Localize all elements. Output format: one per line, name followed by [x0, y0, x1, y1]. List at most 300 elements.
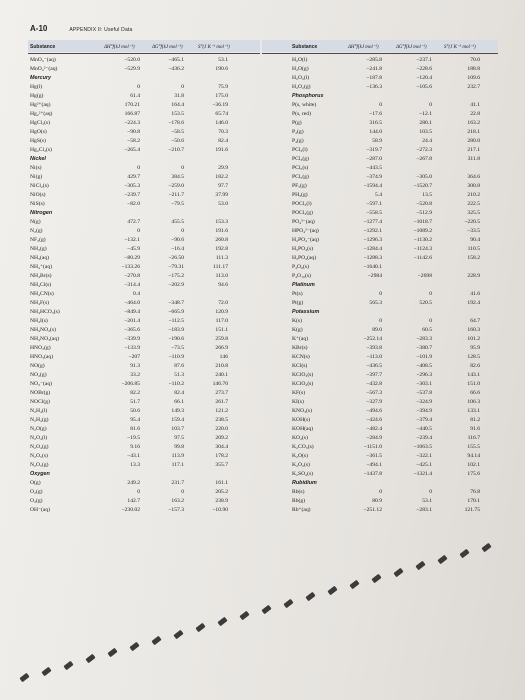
- free-energy-cell: 455.5: [171, 219, 184, 225]
- binding-hole: [239, 611, 249, 620]
- table-row: [30, 407, 262, 416]
- entropy-cell: 178.2: [215, 453, 228, 459]
- enthalpy-cell: 316.5: [369, 120, 382, 126]
- table-row: [30, 173, 262, 182]
- table-row: [292, 389, 502, 398]
- entropy-cell: 325.5: [467, 210, 480, 216]
- entropy-cell: 260.8: [215, 237, 228, 243]
- substance-cell: K₂O(s): [292, 453, 308, 459]
- entropy-cell: 238.5: [215, 417, 228, 423]
- table-row: [292, 470, 502, 479]
- table-row: [292, 443, 502, 452]
- substance-cell: N₂O₅(s): [30, 453, 48, 459]
- free-energy-cell: −105.6: [416, 84, 432, 90]
- substance-cell: NO₃⁻(aq): [30, 381, 52, 387]
- page-number: A-10: [30, 24, 48, 33]
- enthalpy-cell: 0: [137, 84, 140, 90]
- entropy-cell: 41.1: [470, 102, 480, 108]
- enthalpy-cell: 5.4: [375, 192, 382, 198]
- page-header: [30, 24, 133, 33]
- entropy-cell: 81.2: [470, 417, 480, 423]
- free-energy-cell: 0: [429, 489, 432, 495]
- enthalpy-cell: 13.3: [130, 462, 140, 468]
- table-row: [292, 371, 502, 380]
- left-col-substance: Substance: [30, 44, 56, 50]
- table-row: [292, 65, 502, 74]
- table-row: [30, 146, 262, 155]
- substance-cell: NH₄NO₃(aq): [30, 336, 60, 342]
- enthalpy-cell: −397.7: [366, 372, 382, 378]
- table-row: [292, 344, 502, 353]
- enthalpy-cell: −314.4: [124, 282, 140, 288]
- free-energy-cell: −1063.5: [413, 444, 432, 450]
- entropy-cell: −10.90: [212, 507, 228, 513]
- enthalpy-cell: 144.0: [369, 129, 382, 135]
- substance-cell: NH₄HCO₃(s): [30, 309, 60, 315]
- free-energy-cell: −228.6: [416, 66, 432, 72]
- table-row: [292, 236, 502, 245]
- free-energy-cell: 97.5: [174, 435, 184, 441]
- free-energy-cell: 117.1: [171, 462, 184, 468]
- free-energy-cell: 0: [181, 84, 184, 90]
- enthalpy-cell: 51.7: [130, 399, 140, 405]
- free-energy-cell: −283.3: [416, 336, 432, 342]
- enthalpy-cell: 166.87: [124, 111, 140, 117]
- free-energy-cell: 53.1: [422, 498, 432, 504]
- substance-cell: Ni(g): [30, 174, 43, 180]
- entropy-cell: 90.4: [470, 237, 480, 243]
- entropy-cell: 95.9: [470, 345, 480, 351]
- table-row: [292, 254, 502, 263]
- enthalpy-cell: −305.3: [124, 183, 140, 189]
- free-energy-cell: −202.9: [168, 282, 184, 288]
- substance-cell: KI(s): [292, 399, 304, 405]
- table-row: [30, 461, 262, 470]
- binding-hole: [305, 592, 315, 601]
- free-energy-cell: −267.8: [416, 156, 432, 162]
- entropy-cell: 151.1: [215, 327, 228, 333]
- entropy-cell: 91.6: [470, 426, 480, 432]
- table-row: [292, 380, 502, 389]
- entropy-cell: 161.1: [215, 480, 228, 486]
- entropy-cell: 192.8: [215, 246, 228, 252]
- table-row: [30, 227, 262, 236]
- table-row: [292, 506, 502, 515]
- table-row: [30, 479, 262, 488]
- table-row: [292, 182, 502, 191]
- enthalpy-cell: −494.6: [366, 408, 382, 414]
- enthalpy-cell: 0: [137, 165, 140, 171]
- free-energy-cell: −16.4: [171, 246, 184, 252]
- enthalpy-cell: −1296.3: [363, 237, 382, 243]
- table-row: [30, 281, 262, 290]
- substance-cell: KF(s): [292, 390, 306, 396]
- binding-hole: [437, 555, 447, 564]
- table-row: [30, 65, 262, 74]
- free-energy-cell: −120.4: [416, 75, 432, 81]
- table-row: [30, 92, 262, 101]
- enthalpy-cell: −361.5: [366, 453, 382, 459]
- entropy-cell: 111.17: [213, 264, 228, 270]
- free-energy-cell: −1130.2: [413, 237, 432, 243]
- free-energy-cell: 103.7: [171, 426, 184, 432]
- enthalpy-cell: 91.3: [130, 363, 140, 369]
- table-row: [292, 398, 502, 407]
- free-energy-cell: −12.1: [419, 111, 432, 117]
- entropy-cell: 37.99: [215, 192, 228, 198]
- entropy-cell: 94.14: [467, 453, 480, 459]
- enthalpy-cell: 80.9: [372, 498, 382, 504]
- enthalpy-cell: −287.0: [366, 156, 382, 162]
- enthalpy-cell: −374.9: [366, 174, 382, 180]
- free-energy-cell: −190.6: [168, 336, 184, 342]
- table-row: [30, 218, 262, 227]
- substance-cell: KO₂(s): [292, 435, 308, 441]
- enthalpy-cell: −270.8: [124, 273, 140, 279]
- binding-hole: [107, 648, 117, 657]
- free-energy-cell: 0: [429, 102, 432, 108]
- substance-cell: KClO₄(s): [292, 381, 314, 387]
- enthalpy-cell: −17.6: [369, 111, 382, 117]
- free-energy-cell: −1018.7: [413, 219, 432, 225]
- table-row: [292, 83, 502, 92]
- free-energy-cell: 384.5: [171, 174, 184, 180]
- table-row: [30, 362, 262, 371]
- enthalpy-cell: −464.0: [124, 300, 140, 306]
- substance-cell: Hg²⁺(aq): [30, 102, 51, 108]
- entropy-cell: 170.1: [467, 498, 480, 504]
- substance-cell: P₂(g): [292, 129, 304, 135]
- entropy-cell: 41.6: [470, 291, 480, 297]
- enthalpy-cell: 0.4: [133, 291, 140, 297]
- free-energy-cell: −394.9: [416, 408, 432, 414]
- table-row: [292, 362, 502, 371]
- entropy-cell: 29.9: [218, 165, 228, 171]
- table-row: [292, 227, 502, 236]
- table-row: [30, 425, 262, 434]
- enthalpy-cell: −133.9: [124, 345, 140, 351]
- free-energy-cell: 51.3: [174, 372, 184, 378]
- enthalpy-cell: 50.6: [130, 408, 140, 414]
- enthalpy-cell: −252.14: [363, 336, 382, 342]
- free-energy-cell: −537.8: [416, 390, 432, 396]
- entropy-cell: 66.6: [470, 390, 480, 396]
- binding-hole: [129, 642, 139, 651]
- free-energy-cell: −1089.2: [413, 228, 432, 234]
- entropy-cell: 146: [219, 354, 228, 360]
- substance-cell: Rb(g): [292, 498, 306, 504]
- enthalpy-cell: −251.12: [363, 507, 382, 513]
- enthalpy-cell: −365.6: [124, 327, 140, 333]
- enthalpy-cell: −224.3: [124, 120, 140, 126]
- table-row: [292, 218, 502, 227]
- right-col-substance: Substance: [292, 44, 318, 50]
- table-row: [30, 335, 262, 344]
- free-energy-cell: 153.5: [171, 111, 184, 117]
- table-row: [292, 317, 502, 326]
- entropy-cell: 82.4: [218, 138, 228, 144]
- enthalpy-cell: 170.21: [124, 102, 140, 108]
- left-header-rule: [28, 53, 260, 54]
- free-energy-cell: 280.1: [419, 120, 432, 126]
- table-row: [292, 164, 502, 173]
- table-row: [292, 146, 502, 155]
- substance-cell: P₄(g): [292, 138, 304, 144]
- entropy-cell: 53.0: [218, 201, 228, 207]
- entropy-cell: 191.6: [215, 147, 228, 153]
- free-energy-cell: 159.4: [171, 417, 184, 423]
- substance-cell: N₂O₄(g): [30, 444, 49, 450]
- substance-cell: NOCl(g): [30, 399, 50, 405]
- entropy-cell: 220.0: [215, 426, 228, 432]
- free-energy-cell: −303.1: [416, 381, 432, 387]
- substance-cell: NH₃(g): [30, 246, 47, 252]
- section-heading: Potassium: [292, 309, 320, 315]
- spiral-binding: [0, 525, 525, 700]
- free-energy-cell: 87.6: [174, 363, 184, 369]
- right-col-dg: ΔG°f(kJ mol⁻¹): [396, 45, 427, 50]
- substance-cell: P₄O₁₀(s): [292, 273, 311, 279]
- free-energy-cell: −110.9: [168, 354, 184, 360]
- substance-cell: H₃PO₄(aq): [292, 255, 317, 261]
- left-col-dh: ΔH°f(kJ mol⁻¹): [104, 45, 135, 50]
- entropy-cell: 102.1: [467, 462, 480, 468]
- table-row: [30, 506, 262, 515]
- entropy-cell: 94.6: [218, 282, 228, 288]
- free-energy-cell: −380.7: [416, 345, 432, 351]
- enthalpy-cell: −207: [128, 354, 140, 360]
- enthalpy-cell: −80.29: [124, 255, 140, 261]
- substance-cell: NO₂(g): [30, 372, 47, 378]
- enthalpy-cell: −43.1: [127, 453, 140, 459]
- substance-cell: O(g): [30, 480, 41, 486]
- entropy-cell: 304.4: [215, 444, 228, 450]
- enthalpy-cell: −284.9: [366, 435, 382, 441]
- entropy-cell: 109.6: [467, 75, 480, 81]
- enthalpy-cell: −2984: [367, 273, 382, 279]
- enthalpy-cell: −1640.1: [363, 264, 382, 270]
- enthalpy-cell: −1284.4: [363, 246, 382, 252]
- substance-cell: Hg(l): [30, 84, 43, 90]
- entropy-cell: 210.8: [215, 363, 228, 369]
- table-row: [30, 434, 262, 443]
- enthalpy-cell: −520.0: [124, 57, 140, 63]
- free-energy-cell: −175.2: [168, 273, 184, 279]
- substance-cell: K₂CO₃(s): [292, 444, 314, 450]
- binding-hole: [415, 561, 425, 570]
- binding-hole: [217, 617, 227, 626]
- table-row: [292, 110, 502, 119]
- enthalpy-cell: −424.6: [366, 417, 382, 423]
- substance-cell: POCl₃(l): [292, 201, 312, 207]
- substance-cell: NiS(s): [30, 201, 45, 207]
- table-row: [292, 56, 502, 65]
- free-energy-cell: −112.5: [168, 318, 184, 324]
- free-energy-cell: −283.1: [416, 507, 432, 513]
- substance-cell: Ni(s): [30, 165, 42, 171]
- enthalpy-cell: −1437.8: [363, 471, 382, 477]
- enthalpy-cell: −432.8: [366, 381, 382, 387]
- binding-hole: [261, 605, 271, 614]
- free-energy-cell: −520.8: [416, 201, 432, 207]
- enthalpy-cell: −58.2: [127, 138, 140, 144]
- enthalpy-cell: −239.7: [124, 192, 140, 198]
- free-energy-cell: −239.4: [416, 435, 432, 441]
- entropy-cell: 53.1: [218, 57, 228, 63]
- entropy-cell: 72.0: [218, 300, 228, 306]
- enthalpy-cell: −201.4: [124, 318, 140, 324]
- table-row: [292, 173, 502, 182]
- entropy-cell: 110.5: [467, 246, 480, 252]
- substance-cell: Hg₂Cl₂(s): [30, 147, 52, 153]
- substance-cell: PH₃(g): [292, 192, 308, 198]
- free-energy-cell: 149.3: [171, 408, 184, 414]
- table-row: [292, 119, 502, 128]
- entropy-cell: −220.5: [464, 219, 480, 225]
- substance-cell: OH⁻(aq): [30, 507, 51, 513]
- substance-cell: N₂H₄(g): [30, 417, 49, 423]
- entropy-cell: 205.2: [215, 489, 228, 495]
- entropy-cell: 116.7: [467, 435, 480, 441]
- substance-cell: N₂O₅(g): [30, 462, 49, 468]
- entropy-cell: 133.1: [467, 408, 480, 414]
- left-col-dg: ΔG°f(kJ mol⁻¹): [152, 45, 183, 50]
- enthalpy-cell: 472.7: [127, 219, 140, 225]
- entropy-cell: 111.3: [215, 255, 228, 261]
- enthalpy-cell: −494.1: [366, 462, 382, 468]
- substance-cell: NH₄Cl(s): [30, 282, 52, 288]
- entropy-cell: 113.0: [215, 273, 228, 279]
- entropy-cell: 70.0: [470, 57, 480, 63]
- free-energy-cell: −157.3: [168, 507, 184, 513]
- enthalpy-cell: −1292.1: [363, 228, 382, 234]
- substance-cell: Rb⁺(aq): [292, 507, 311, 513]
- entropy-cell: 175.0: [215, 93, 228, 99]
- entropy-cell: 240.1: [215, 372, 228, 378]
- entropy-cell: 355.7: [215, 462, 228, 468]
- entropy-cell: 65.74: [215, 111, 228, 117]
- enthalpy-cell: 0: [379, 291, 382, 297]
- table-row: [292, 434, 502, 443]
- enthalpy-cell: 0: [137, 228, 140, 234]
- free-energy-cell: −305.0: [416, 174, 432, 180]
- enthalpy-cell: −567.3: [366, 390, 382, 396]
- free-energy-cell: −79.5: [171, 201, 184, 207]
- table-row: [30, 497, 262, 506]
- left-col-s: S°(J K⁻¹ mol⁻¹): [198, 45, 230, 50]
- table-row: [30, 380, 262, 389]
- enthalpy-cell: 0: [137, 489, 140, 495]
- substance-cell: NH₄⁺(aq): [30, 264, 52, 270]
- substance-cell: N₂(g): [30, 228, 43, 234]
- enthalpy-cell: −113.0: [366, 354, 382, 360]
- table-row: [30, 353, 262, 362]
- entropy-cell: 266.9: [215, 345, 228, 351]
- entropy-cell: 261.7: [215, 399, 228, 405]
- right-col-dh: ΔH°f(kJ mol⁻¹): [348, 45, 379, 50]
- enthalpy-cell: 58.9: [372, 138, 382, 144]
- free-energy-cell: 24.4: [422, 138, 432, 144]
- table-row: [30, 119, 262, 128]
- entropy-cell: 64.7: [470, 318, 480, 324]
- substance-cell: H₂O(l): [292, 57, 308, 63]
- table-row: [292, 128, 502, 137]
- enthalpy-cell: −285.8: [366, 57, 382, 63]
- free-energy-cell: −2698: [417, 273, 432, 279]
- entropy-cell: 209.2: [215, 435, 228, 441]
- enthalpy-cell: −1277.4: [363, 219, 382, 225]
- binding-hole: [327, 586, 337, 595]
- table-row: [30, 128, 262, 137]
- table-row: [292, 497, 502, 506]
- entropy-cell: 259.8: [215, 336, 228, 342]
- free-energy-cell: −425.1: [416, 462, 432, 468]
- enthalpy-cell: 9.16: [130, 444, 140, 450]
- entropy-cell: 218.1: [467, 129, 480, 135]
- entropy-cell: 228.9: [467, 273, 480, 279]
- entropy-cell: 70.3: [218, 129, 228, 135]
- free-energy-cell: −58.5: [171, 129, 184, 135]
- table-row: [292, 461, 502, 470]
- entropy-cell: 22.8: [470, 111, 480, 117]
- binding-hole: [19, 673, 29, 682]
- table-row: [292, 191, 502, 200]
- free-energy-cell: 66.1: [174, 399, 184, 405]
- table-row: [292, 299, 502, 308]
- entropy-cell: 188.8: [467, 66, 480, 72]
- enthalpy-cell: −265.4: [124, 147, 140, 153]
- table-row: [292, 155, 502, 164]
- substance-cell: K⁺(aq): [292, 336, 308, 342]
- substance-cell: KOH(aq): [292, 426, 314, 432]
- entropy-cell: 192.4: [467, 300, 480, 306]
- table-row: [30, 416, 262, 425]
- table-row: [30, 110, 262, 119]
- enthalpy-cell: −339.9: [124, 336, 140, 342]
- table-row: [30, 344, 262, 353]
- table-row: [292, 74, 502, 83]
- free-energy-cell: 163.2: [171, 498, 184, 504]
- binding-hole: [393, 567, 403, 576]
- enthalpy-cell: −1151.0: [363, 444, 382, 450]
- enthalpy-cell: −187.8: [366, 75, 382, 81]
- substance-cell: KClO₃(s): [292, 372, 314, 378]
- table-row: [30, 371, 262, 380]
- substance-cell: NH₄Br(s): [30, 273, 52, 279]
- free-energy-cell: −178.6: [168, 120, 184, 126]
- table-row: [30, 101, 262, 110]
- entropy-cell: −36.19: [212, 102, 228, 108]
- table-row: [30, 317, 262, 326]
- table-row: [30, 443, 262, 452]
- substance-cell: Pt(s): [292, 291, 303, 297]
- entropy-cell: 155.5: [467, 444, 480, 450]
- substance-cell: NH₄I(s): [30, 318, 48, 324]
- table-row: [292, 353, 502, 362]
- substance-cell: PCl₅(g): [292, 174, 309, 180]
- substance-cell: HgCl₂(s): [30, 120, 50, 126]
- enthalpy-cell: −45.9: [127, 246, 140, 252]
- substance-cell: HgO(s): [30, 129, 47, 135]
- substance-cell: KOH(s): [292, 417, 311, 423]
- substance-cell: NiO(s): [30, 192, 46, 198]
- substance-cell: H₂O(g): [292, 66, 309, 72]
- substance-cell: NH₄F(s): [30, 300, 50, 306]
- free-energy-cell: −296.3: [416, 372, 432, 378]
- entropy-cell: 82.6: [470, 363, 480, 369]
- enthalpy-cell: 249.2: [127, 480, 140, 486]
- entropy-cell: 163.2: [467, 120, 480, 126]
